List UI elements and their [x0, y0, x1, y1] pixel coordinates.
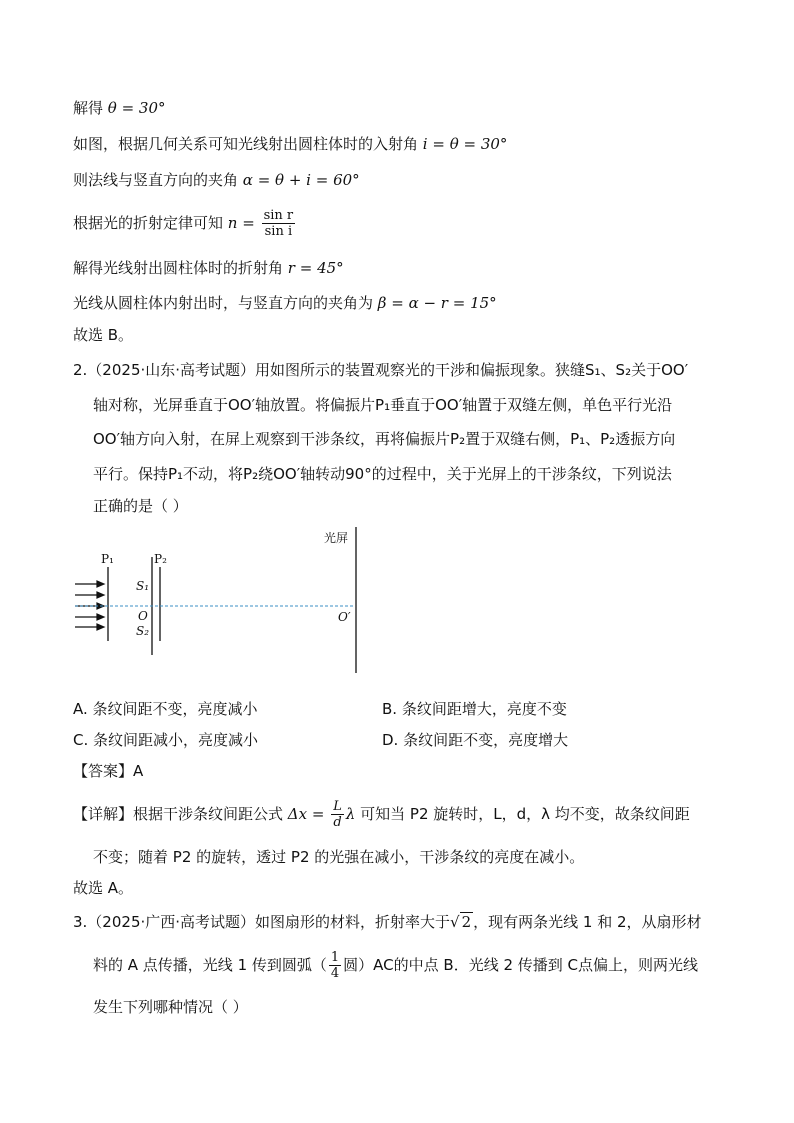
solution-line-1: 解得 θ = 30° [73, 99, 166, 117]
refraction-fraction: $\frac{\text{sin r}}{\text{sin i}}$ [263, 208, 294, 239]
label-s2: S₂ [136, 624, 150, 638]
q2-option-b: B. 条纹间距增大，亮度不变 [382, 700, 567, 718]
label-p2: P₂ [154, 552, 167, 566]
q3-stem-line-3: 发生下列哪种情况（ ） [93, 998, 248, 1016]
math-incident-angle: i = θ = 30° [422, 135, 508, 153]
q2-option-a: A. 条纹间距不变，亮度减小 [73, 700, 258, 718]
q2-option-c: C. 条纹间距减小，亮度减小 [73, 731, 259, 749]
q2-apparatus-figure [70, 525, 400, 675]
math-n-lhs: n = [227, 214, 255, 232]
solution-line-6: 光线从圆柱体内射出时，与竖直方向的夹角为 β = α − r = 15° [73, 294, 497, 312]
q2-detail-line-1: 【详解】根据干涉条纹间距公式 Δx = $\frac{L}{d}$ λ 可知当 P2 旋转时，L，d，λ 均不变，故条纹间距 [73, 799, 690, 830]
label-screen: 光屏 [324, 531, 349, 545]
math-beta: β = α − r = 15° [377, 294, 497, 312]
label-o: O [138, 609, 148, 623]
q2-stem-line-2: 轴对称，光屏垂直于OO′轴放置。将偏振片P₁垂直于OO′轴置于双缝左侧，单色平行光沿 [93, 396, 673, 414]
math-alpha: α = θ + i = 60° [242, 171, 360, 189]
solution-conclusion: 故选 B。 [73, 326, 134, 344]
solution-line-4: 根据光的折射定律可知 n = $\frac{\text{sin r}}{\text{sin i}}$ [73, 208, 294, 239]
math-delta-x: Δx = [287, 805, 325, 823]
solution-line-5: 解得光线射出圆柱体时的折射角 r = 45° [73, 259, 344, 277]
incident-light-arrows [75, 581, 104, 630]
q2-option-d: D. 条纹间距不变，亮度增大 [382, 731, 569, 749]
q2-stem-line-5: 正确的是（ ） [93, 497, 188, 515]
q2-stem-line-1: 2.（2025·山东·高考试题）用如图所示的装置观察光的干涉和偏振现象。狭缝S₁、S₂关于OO′ [73, 361, 689, 379]
q3-stem-line-1: 3.（2025·广西·高考试题）如图扇形的材料，折射率大于√ 2 ，现有两条光线 1 和 2，从扇形材 [73, 913, 702, 931]
q2-stem-line-4: 平行。保持P₁不动，将P₂绕OO′轴转动90°的过程中，关于光屏上的干涉条纹，下列说法 [93, 465, 672, 483]
math-r-45: r = 45° [287, 259, 344, 277]
q2-conclusion: 故选 A。 [73, 879, 134, 897]
math-theta-30: θ = 30° [107, 99, 166, 117]
label-o-prime: O′ [338, 610, 351, 624]
math-lambda: λ [345, 805, 356, 823]
quarter-fraction: $\frac{1}{4}$ [330, 950, 340, 981]
label-s1: S₁ [136, 579, 150, 593]
q2-stem-line-3: OO′轴方向入射，在屏上观察到干涉条纹，再将偏振片P₂置于双缝右侧，P₁、P₂透振方向 [93, 430, 676, 448]
q2-answer: 【答案】A [73, 762, 144, 780]
label-p1: P₁ [101, 552, 114, 566]
fringe-fraction: $\frac{L}{d}$ [333, 799, 342, 830]
sqrt-2: √ 2 [450, 913, 472, 931]
q2-detail-line-2: 不变；随着 P2 的旋转，透过 P2 的光强在减小，干涉条纹的亮度在减小。 [93, 848, 585, 866]
solution-line-2: 如图，根据几何关系可知光线射出圆柱体时的入射角 i = θ = 30° [73, 135, 508, 153]
q3-stem-line-2: 料的 A 点传播，光线 1 传到圆弧（ $\frac{1}{4}$ 圆）AC的中点 B．光线 2 传播到 C点偏上，则两光线 [93, 950, 699, 981]
solution-line-3: 则法线与竖直方向的夹角 α = θ + i = 60° [73, 171, 360, 189]
